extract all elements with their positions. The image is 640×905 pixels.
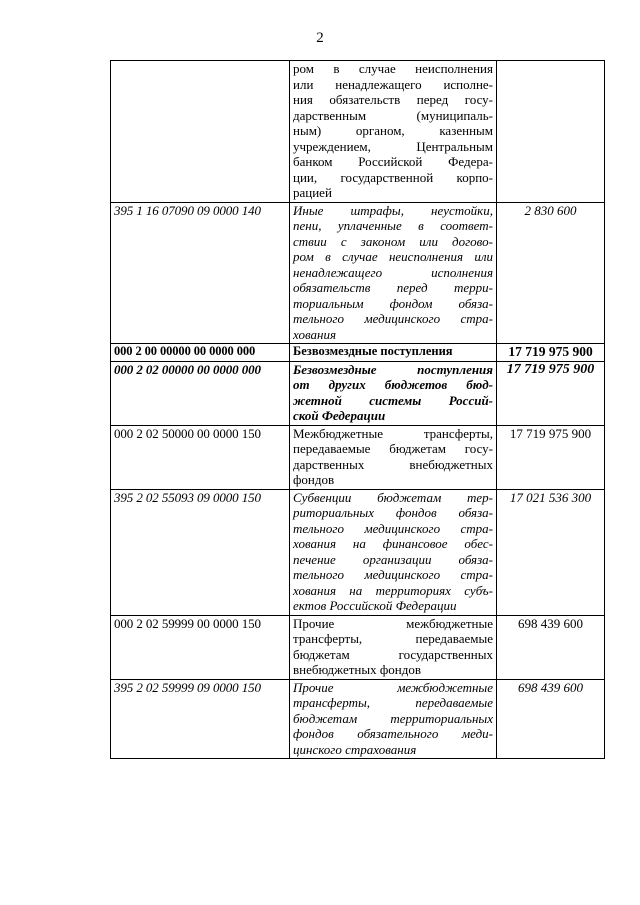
name-line: от других бюджетов бюд-: [293, 377, 493, 392]
revenue-name-cell: [290, 361, 497, 425]
name-line: трансферты, передаваемые: [293, 695, 493, 710]
name-line: ториальным фондом обяза-: [293, 295, 493, 311]
name-line: ром в случае неисполнения или: [293, 249, 493, 264]
amount-cell: 17 719 975 900: [497, 425, 605, 489]
table-row: [111, 425, 605, 489]
name-line: учреждением, Центральным: [293, 138, 493, 154]
name-line: ненадлежащего исполнения: [293, 264, 493, 280]
name-line: жетной системы Россий-: [293, 392, 493, 408]
name-line: тельного медицинского стра-: [293, 520, 493, 536]
table-row: [111, 361, 605, 425]
name-line: Безвозмездные поступления: [293, 344, 453, 358]
budget-code-cell: 000 2 02 50000 00 0000 150: [111, 425, 290, 489]
name-line: бюджетам территориальных: [293, 710, 493, 726]
revenue-name-cell: [290, 615, 497, 679]
name-line: ции, государственной корпо-: [293, 169, 493, 185]
budget-code-cell: 000 2 02 59999 00 0000 150: [111, 615, 290, 679]
table-row: [111, 615, 605, 679]
name-line: бюджетам государственных: [293, 646, 493, 662]
name-line: дарственных внебюджетных: [293, 456, 493, 472]
amount-cell: 698 439 600: [497, 679, 605, 759]
name-line: дарственным (муниципаль-: [293, 107, 493, 123]
name-line: Субвенции бюджетам тер-: [293, 489, 493, 505]
revenue-name-cell: [290, 489, 497, 615]
table-row: [111, 61, 605, 203]
budget-code-cell: [111, 61, 290, 203]
name-line: риториальных фондов обяза-: [293, 505, 493, 520]
table-row: [111, 202, 605, 344]
name-line: банком Российской Федера-: [293, 154, 493, 169]
name-line: хования на территориях субъ-: [293, 582, 493, 598]
name-line: ния обязательств перед госу-: [293, 92, 493, 107]
name-line: Прочие межбюджетные: [293, 679, 493, 695]
budget-code-cell: 000 2 00 00000 00 0000 000: [111, 344, 290, 362]
revenue-name-cell: [290, 202, 497, 344]
name-line: Межбюджетные трансферты,: [293, 425, 493, 441]
budget-code-cell: 395 2 02 55093 09 0000 150: [111, 489, 290, 615]
name-line: пени, уплаченные в соответ-: [293, 218, 493, 233]
name-line: фондов обязательного меди-: [293, 726, 493, 741]
name-line: ствии с законом или догово-: [293, 233, 493, 249]
revenue-name-cell: [290, 425, 497, 489]
table-row: [111, 344, 605, 362]
amount-cell: 698 439 600: [497, 615, 605, 679]
table-row: [111, 489, 605, 615]
name-line: цинского страхования: [293, 741, 417, 757]
name-line: обязательств перед терри-: [293, 280, 493, 295]
name-line: ром в случае неисполнения: [293, 61, 493, 76]
table-row: [111, 679, 605, 759]
name-line: хования: [293, 326, 336, 342]
revenue-name-cell: [290, 61, 497, 203]
name-line: ным) органом, казенным: [293, 123, 493, 138]
name-line: тельного медицинского стра-: [293, 567, 493, 582]
name-line: печение организации обяза-: [293, 551, 493, 567]
name-line: внебюджетных фондов: [293, 662, 421, 677]
name-line: трансферты, передаваемые: [293, 631, 493, 646]
amount-cell: [497, 61, 605, 203]
name-line: Безвозмездные поступления: [293, 361, 493, 377]
name-line: фондов: [293, 472, 335, 487]
amount-cell: 2 830 600: [497, 202, 605, 344]
name-line: ской Федерации: [293, 408, 386, 423]
revenue-table: [110, 60, 605, 759]
name-line: ектов Российской Федерации: [293, 598, 457, 613]
amount-cell: 17 021 536 300: [497, 489, 605, 615]
budget-code-cell: 395 2 02 59999 09 0000 150: [111, 679, 290, 759]
page-number: 2: [316, 30, 324, 46]
name-line: рацией: [293, 185, 332, 200]
name-line: Прочие межбюджетные: [293, 615, 493, 631]
amount-cell: 17 719 975 900: [497, 361, 605, 425]
budget-code-cell: 395 1 16 07090 09 0000 140: [111, 202, 290, 344]
name-line: передаваемые бюджетам госу-: [293, 441, 493, 456]
budget-code-cell: 000 2 02 00000 00 0000 000: [111, 361, 290, 425]
name-line: тельного медицинского стра-: [293, 311, 493, 326]
amount-cell: 17 719 975 900: [497, 344, 605, 362]
revenue-name-cell: [290, 679, 497, 759]
name-line: Иные штрафы, неустойки,: [293, 202, 493, 218]
name-line: хования на финансовое обес-: [293, 536, 493, 551]
revenue-name-cell: [290, 344, 497, 362]
name-line: или ненадлежащего исполне-: [293, 76, 493, 92]
